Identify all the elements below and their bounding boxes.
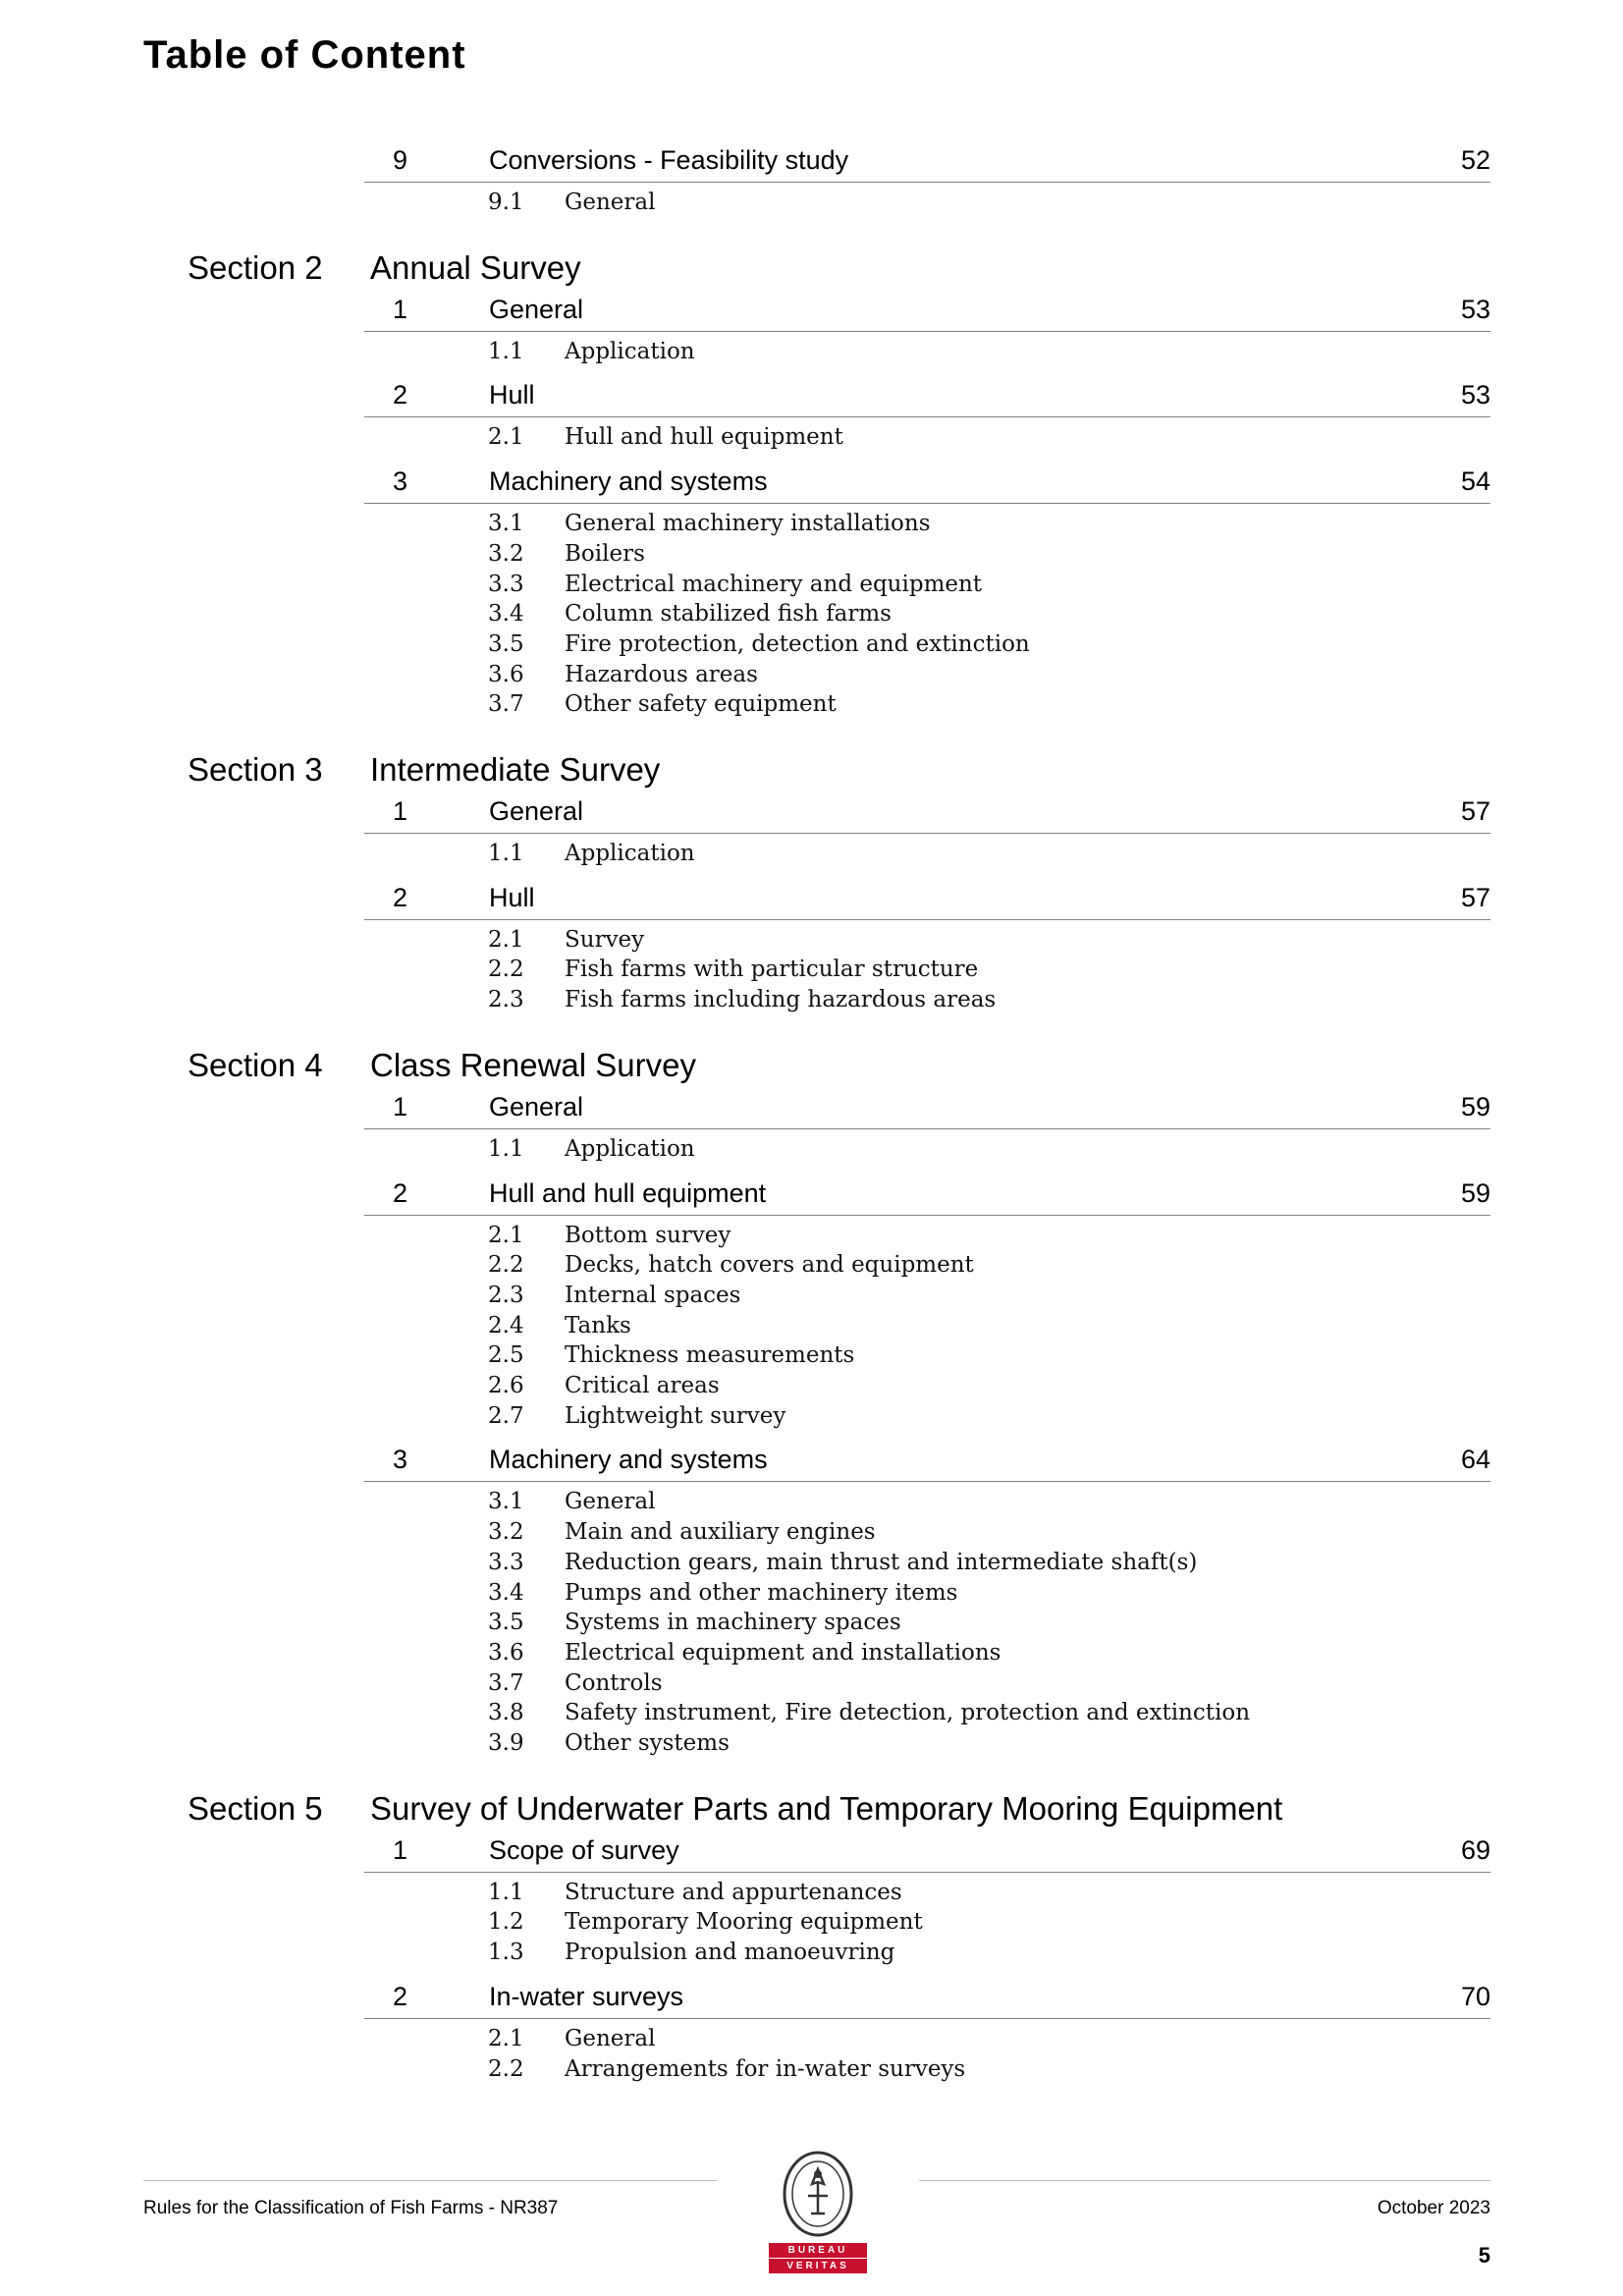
- subentry-title: Lightweight survey: [565, 1402, 786, 1429]
- entry-number: 1: [393, 1091, 408, 1121]
- subentry-number: 3.1: [488, 511, 524, 537]
- subentry-number: 3.6: [488, 661, 524, 687]
- subentry-title: Application: [565, 338, 695, 364]
- entry-page-number: 53: [1460, 294, 1490, 324]
- subentry-title: Propulsion and manoeuvring: [565, 1940, 895, 1966]
- subentry-number: 3.3: [488, 571, 524, 597]
- subentry-number: 2.2: [488, 1252, 524, 1279]
- entry-divider: [364, 182, 1490, 183]
- entry-number: 1: [393, 1834, 408, 1865]
- section-title: Intermediate Survey: [370, 751, 661, 788]
- entry-divider: [364, 1128, 1490, 1129]
- toc-subentry: [0, 339, 1623, 368]
- entry-page-number: 52: [1460, 145, 1490, 175]
- toc-subentry: [0, 511, 1623, 540]
- subentry-number: 1.1: [488, 841, 524, 866]
- toc-entry: [0, 145, 1623, 185]
- subentry-number: 2.1: [488, 2025, 524, 2051]
- section-label: Section 2: [188, 248, 323, 286]
- entry-number: 2: [393, 882, 408, 912]
- toc-subentry: [0, 1670, 1623, 1700]
- subentry-title: Controls: [565, 1669, 663, 1696]
- toc-subentry: [0, 1403, 1623, 1433]
- toc-subentry: [0, 1313, 1623, 1342]
- subentry-number: 3.9: [488, 1730, 524, 1756]
- entry-page-number: 59: [1460, 1091, 1490, 1121]
- entry-divider: [364, 833, 1490, 834]
- subentry-title: General machinery installations: [565, 511, 931, 537]
- toc-subentry: [0, 1342, 1623, 1372]
- seal-icon: [769, 2145, 867, 2238]
- toc-entry: [0, 466, 1623, 506]
- toc-subentry: [0, 190, 1623, 219]
- entry-page-number: 70: [1460, 1981, 1490, 2011]
- entry-divider: [364, 416, 1490, 417]
- toc-subentry: [0, 1519, 1623, 1549]
- subentry-number: 2.1: [488, 424, 524, 451]
- subentry-title: Pumps and other machinery items: [565, 1579, 958, 1606]
- entry-page-number: 57: [1460, 796, 1490, 826]
- toc-subentry: [0, 691, 1623, 721]
- subentry-title: General: [565, 190, 656, 215]
- toc-subentry: [0, 1640, 1623, 1669]
- entry-title: General: [489, 1091, 584, 1121]
- subentry-number: 3.4: [488, 1579, 524, 1606]
- footer-divider-left: [143, 2180, 717, 2181]
- entry-title: Scope of survey: [489, 1834, 679, 1865]
- logo-band-top: BUREAU: [769, 2243, 867, 2258]
- section-label: Section 3: [188, 751, 323, 788]
- toc-subentry: [0, 1700, 1623, 1729]
- toc-subentry: [0, 841, 1623, 870]
- toc-subentry: [0, 1909, 1623, 1939]
- section-heading: [0, 1790, 1623, 1833]
- section-heading: [0, 751, 1623, 794]
- subentry-number: 3.1: [488, 1489, 524, 1515]
- subentry-title: Boilers: [565, 540, 645, 567]
- entry-page-number: 59: [1460, 1177, 1490, 1208]
- subentry-number: 3.3: [488, 1549, 524, 1575]
- toc-subentry: [0, 1550, 1623, 1579]
- toc-entry: [0, 380, 1623, 419]
- entry-title: Hull: [489, 882, 535, 912]
- subentry-number: 3.7: [488, 691, 524, 718]
- toc-subentry: [0, 927, 1623, 957]
- subentry-number: 3.2: [488, 1519, 524, 1546]
- bureau-veritas-logo: [769, 2145, 867, 2272]
- subentry-title: Critical areas: [565, 1373, 720, 1398]
- toc-subentry: [0, 662, 1623, 691]
- subentry-title: General: [565, 2025, 656, 2051]
- entry-divider: [364, 919, 1490, 920]
- entry-divider: [364, 1872, 1490, 1873]
- subentry-number: 2.5: [488, 1342, 524, 1369]
- entry-number: 2: [393, 380, 408, 410]
- subentry-number: 3.8: [488, 1700, 524, 1726]
- entry-page-number: 53: [1460, 380, 1490, 410]
- subentry-number: 3.6: [488, 1639, 524, 1666]
- toc-entry: [0, 883, 1623, 922]
- subentry-number: 2.3: [488, 987, 524, 1013]
- toc-subentry: [0, 601, 1623, 630]
- entry-title: Conversions - Feasibility study: [489, 145, 849, 175]
- subentry-number: 1.3: [488, 1940, 524, 1966]
- entry-title: General: [489, 796, 584, 826]
- toc-subentry: [0, 957, 1623, 986]
- subentry-number: 3.2: [488, 540, 524, 567]
- toc-entry: [0, 295, 1623, 334]
- entry-number: 2: [393, 1981, 408, 2011]
- subentry-title: Electrical equipment and installations: [565, 1639, 1001, 1666]
- toc-subentry: [0, 1136, 1623, 1166]
- entry-number: 1: [393, 796, 408, 826]
- section-title: Annual Survey: [370, 248, 581, 286]
- entry-divider: [364, 1481, 1490, 1482]
- subentry-title: Other safety equipment: [565, 691, 837, 718]
- page-number: 5: [1478, 2243, 1490, 2268]
- toc-subentry: [0, 1373, 1623, 1402]
- entry-page-number: 54: [1460, 466, 1490, 497]
- subentry-title: Survey: [565, 926, 645, 953]
- toc-subentry: [0, 1489, 1623, 1518]
- subentry-title: Structure and appurtenances: [565, 1879, 902, 1905]
- subentry-number: 2.7: [488, 1402, 524, 1429]
- entry-page-number: 64: [1460, 1445, 1490, 1475]
- subentry-title: Other systems: [565, 1730, 730, 1756]
- subentry-title: Application: [565, 841, 695, 866]
- entry-divider: [364, 2018, 1490, 2019]
- toc-subentry: [0, 1580, 1623, 1610]
- subentry-number: 3.7: [488, 1669, 524, 1696]
- toc-subentry: [0, 1730, 1623, 1760]
- entry-number: 9: [393, 145, 408, 175]
- toc-subentry: [0, 572, 1623, 601]
- entry-divider: [364, 503, 1490, 504]
- subentry-title: Application: [565, 1135, 695, 1162]
- subentry-number: 1.2: [488, 1909, 524, 1936]
- entry-divider: [364, 331, 1490, 332]
- toc-subentry: [0, 1940, 1623, 1969]
- subentry-title: Thickness measurements: [565, 1342, 855, 1369]
- toc-subentry: [0, 1880, 1623, 1909]
- toc-subentry: [0, 1223, 1623, 1252]
- subentry-title: Decks, hatch covers and equipment: [565, 1252, 974, 1279]
- subentry-number: 3.5: [488, 630, 524, 657]
- entry-number: 3: [393, 466, 408, 497]
- section-title: Survey of Underwater Parts and Temporary Mooring Equipment: [370, 1789, 1283, 1827]
- section-title: Class Renewal Survey: [370, 1046, 696, 1083]
- subentry-number: 1.1: [488, 1879, 524, 1905]
- subentry-title: Internal spaces: [565, 1282, 741, 1308]
- toc-subentry: [0, 1283, 1623, 1312]
- subentry-number: 3.5: [488, 1610, 524, 1636]
- entry-number: 1: [393, 294, 408, 324]
- entry-title: General: [489, 294, 584, 324]
- subentry-title: General: [565, 1489, 656, 1515]
- section-heading: [0, 249, 1623, 293]
- subentry-number: 1.1: [488, 338, 524, 364]
- entry-number: 3: [393, 1445, 408, 1475]
- logo-band-bottom: VERITAS: [769, 2259, 867, 2273]
- toc-subentry: [0, 1610, 1623, 1639]
- subentry-number: 2.1: [488, 1222, 524, 1248]
- footer-divider-right: [919, 2180, 1490, 2181]
- toc-entry: [0, 1835, 1623, 1875]
- toc-subentry: [0, 987, 1623, 1016]
- section-label: Section 5: [188, 1789, 323, 1827]
- toc-subentry: [0, 2026, 1623, 2055]
- toc-entry: [0, 796, 1623, 836]
- subentry-number: 3.4: [488, 601, 524, 628]
- entry-page-number: 57: [1460, 882, 1490, 912]
- subentry-number: 2.3: [488, 1282, 524, 1308]
- subentry-title: Hazardous areas: [565, 661, 758, 687]
- toc-entry: [0, 1982, 1623, 2021]
- subentry-title: Temporary Mooring equipment: [565, 1909, 923, 1936]
- subentry-title: Fish farms including hazardous areas: [565, 987, 997, 1013]
- subentry-number: 1.1: [488, 1135, 524, 1162]
- toc-subentry: [0, 2056, 1623, 2086]
- subentry-title: Systems in machinery spaces: [565, 1610, 901, 1636]
- toc-entry: [0, 1178, 1623, 1218]
- toc-subentry: [0, 541, 1623, 571]
- toc-subentry: [0, 424, 1623, 454]
- entry-title: Machinery and systems: [489, 466, 768, 497]
- entry-page-number: 69: [1460, 1834, 1490, 1865]
- entry-title: Machinery and systems: [489, 1445, 768, 1475]
- subentry-title: Column stabilized fish farms: [565, 601, 892, 628]
- toc-subentry: [0, 631, 1623, 661]
- subentry-title: Hull and hull equipment: [565, 424, 843, 451]
- subentry-title: Fish farms with particular structure: [565, 957, 979, 983]
- section-heading: [0, 1047, 1623, 1090]
- subentry-title: Tanks: [565, 1312, 631, 1339]
- footer-date: October 2023: [1377, 2198, 1490, 2218]
- entry-divider: [364, 1215, 1490, 1216]
- subentry-title: Electrical machinery and equipment: [565, 571, 983, 597]
- section-label: Section 4: [188, 1046, 323, 1083]
- subentry-title: Safety instrument, Fire detection, protection and extinction: [565, 1700, 1251, 1726]
- entry-title: Hull and hull equipment: [489, 1177, 767, 1208]
- subentry-title: Reduction gears, main thrust and intermediate shaft(s): [565, 1549, 1198, 1575]
- entry-number: 2: [393, 1177, 408, 1208]
- toc-entry: [0, 1445, 1623, 1484]
- subentry-number: 2.4: [488, 1312, 524, 1339]
- subentry-number: 2.6: [488, 1373, 524, 1398]
- entry-title: In-water surveys: [489, 1981, 684, 2011]
- subentry-title: Main and auxiliary engines: [565, 1519, 876, 1546]
- subentry-title: Bottom survey: [565, 1222, 731, 1248]
- footer-document-title: Rules for the Classification of Fish Farms - NR387: [143, 2198, 559, 2218]
- page-title: Table of Content: [143, 33, 466, 77]
- subentry-number: 2.2: [488, 957, 524, 983]
- subentry-title: Arrangements for in-water surveys: [565, 2055, 966, 2082]
- toc-subentry: [0, 1252, 1623, 1282]
- subentry-number: 9.1: [488, 190, 524, 215]
- subentry-title: Fire protection, detection and extinction: [565, 630, 1030, 657]
- toc-entry: [0, 1092, 1623, 1131]
- subentry-number: 2.1: [488, 926, 524, 953]
- entry-title: Hull: [489, 380, 535, 410]
- subentry-number: 2.2: [488, 2055, 524, 2082]
